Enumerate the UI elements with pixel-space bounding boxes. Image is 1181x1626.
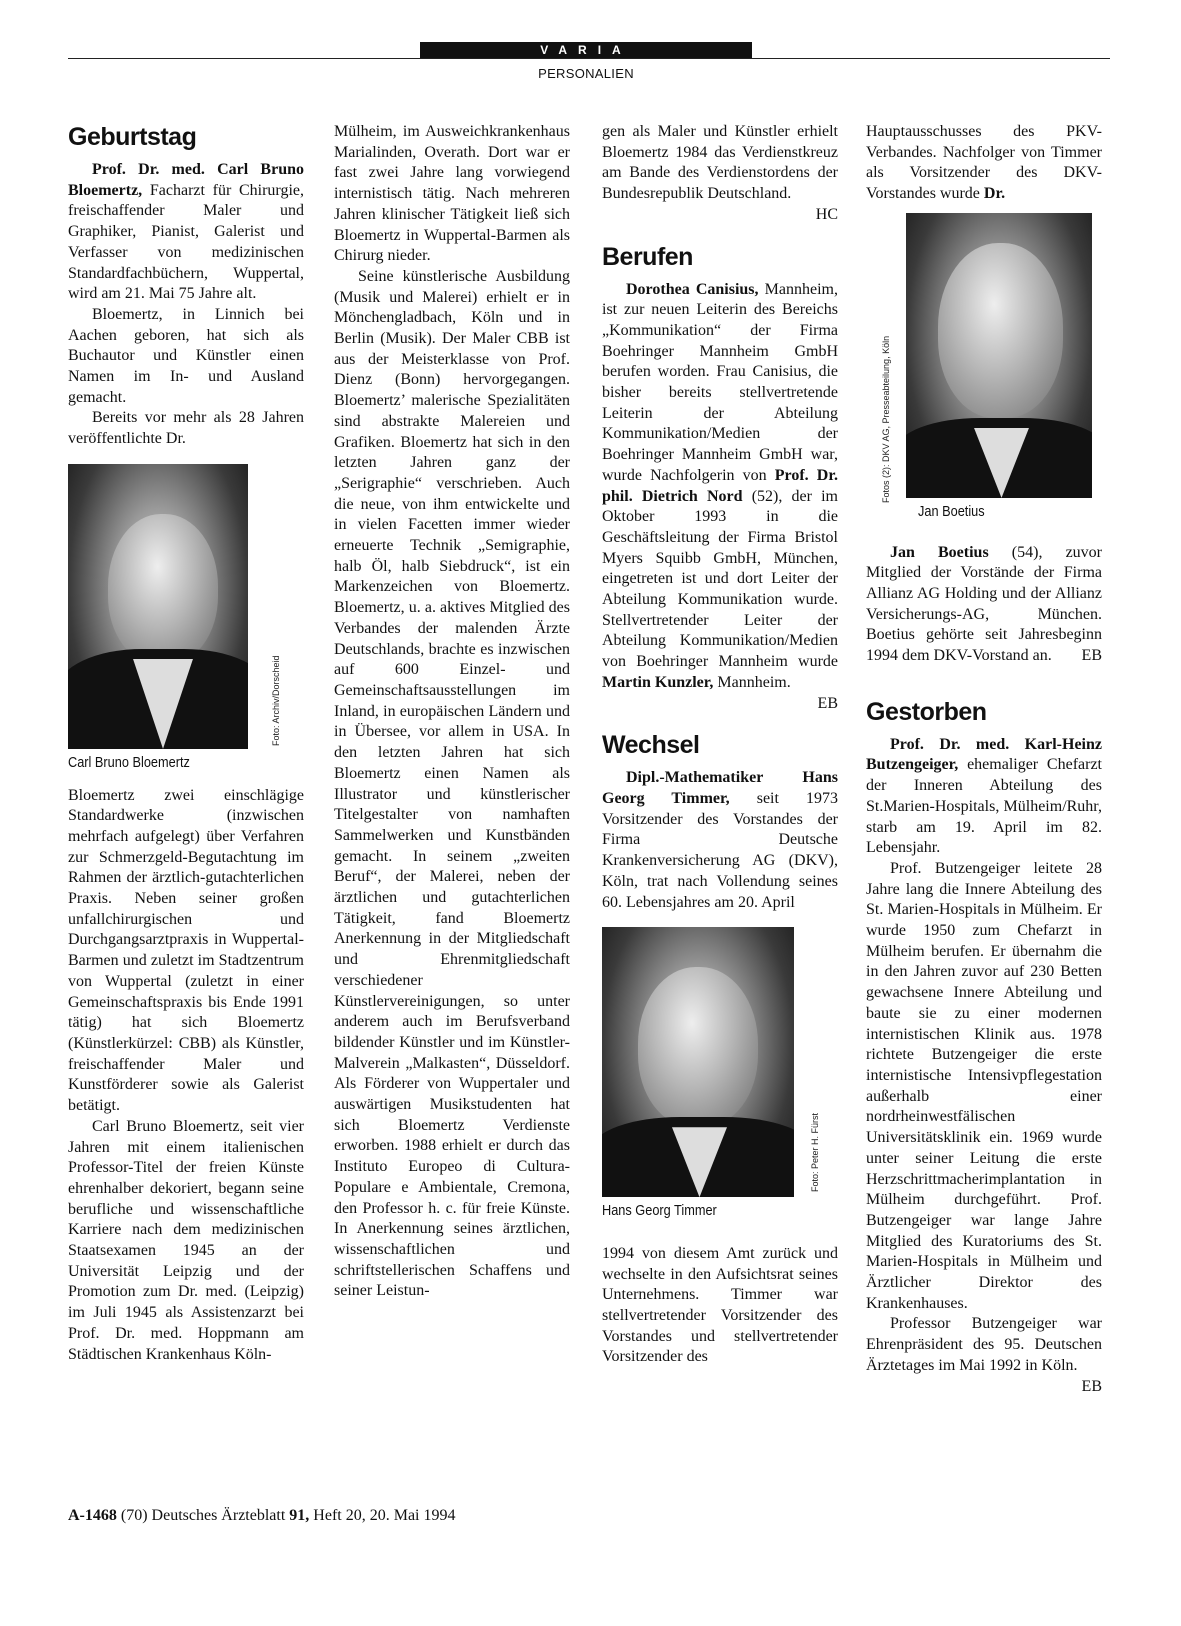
- portrait-photo: [906, 213, 1092, 498]
- paragraph: [866, 543, 1102, 667]
- photo-caption: Hans Georg Timmer: [602, 1202, 717, 1220]
- person-name: Martin Kunzler,: [602, 673, 714, 691]
- paragraph: [68, 160, 304, 305]
- heading-geburtstag: Geburtstag: [68, 123, 197, 151]
- paragraph: [866, 735, 1102, 859]
- author-initials: HC: [815, 205, 838, 223]
- heading-wechsel: Wechsel: [602, 731, 700, 760]
- paragraph: Prof. Butzengeiger leitete 28 Jahre lang die Innere Abteilung des St. Marien-Hospitals in Mülheim. Er wurde 1950 zum Chefarzt in Mülheim berufen. Er übernahm die in den Jahren zuvor auf 230 Betten gewachsene Innere Abteilung und baute sie zu einer modernen internistischen Klinik aus. 1978 richtete Butzengeiger die erste internistische Intensivpflegestation außerhalb einer nordrheinwestfälischen Universitätsklinik ein. 1969 wurde unter seiner Leitung die erste Herzschrittmacherimplantation in Mülheim durchgeführt. Prof. Butzengeiger war lange Jahre Mitglied des Kuratoriums des St. Marien-Hospitals in Mülheim und Ärztlicher Direktor des Krankenhauses.: [866, 859, 1102, 1312]
- paragraph-text: seit 1973 Vorsitzender des Vorstandes der Firma Deutsche Krankenversicherung AG (DKV), Köln, trat nach Vollendung seines 60. Lebensjahres am 20. April: [602, 789, 839, 911]
- column-3: [602, 122, 838, 1368]
- paragraph-text: (54), zuvor Mitglied der Vorstände der Firma Allianz AG Holding und der Allianz Versicherungs-AG, München. Boetius gehörte seit Jahresbeginn 1994 dem DKV-Vorstand an.: [866, 543, 1102, 665]
- paragraph: Mülheim, im Ausweichkrankenhaus Marialinden, Overath. Dort war er fast zwei Jahre lang vorwiegend internistisch tätig. Nach mehreren Jahren klinischer Tätigkeit ließ sich Bloemertz in Wuppertal-Barmen als Chirurg nieder.: [334, 123, 570, 265]
- photo-figure-timmer: [602, 927, 838, 1197]
- paragraph: Bloemertz zwei einschlägige Standardwerke (inzwischen mehrfach aufgelegt) über Verfahren zur Schmerzgeld-Begutachtung im Rahmen der ärztlich-gutachterlichen Praxis. Neben seiner großen unfallchirurgischen und Durchgangsarztpraxis in Wuppertal-Barmen und zuletzt im Stadtzentrum von Wuppertal (zuletzt in einer Gemeinschaftspraxis bis Ende 1991 tätig) hat sich Bloemertz (Künstlerkürzel: CBB) als Künstler, freischaffender Maler und Kunstförderer sowie als Galerist betätigt.: [68, 786, 304, 1115]
- person-name: Prof. Dr. med. Karl-Heinz Butzengeiger,: [866, 735, 1102, 774]
- paragraph-text: (52), der im Oktober 1993 in die Geschäftsleitung der Firma Bristol Myers Squibb GmbH, München, eingetreten ist und dort Leiter der Abteilung Kommunikation wurde. Stellvertretender Leiter der Abteilung Kommunikation/Medien von Boehringer Mannheim wurde: [602, 487, 839, 671]
- paragraph: gen als Maler und Künstler erhielt Bloemertz 1984 das Verdienstkreuz am Bande des Verdienstordens der Bundesrepublik Deutschland.: [602, 123, 838, 203]
- heading-berufen: Berufen: [602, 242, 693, 271]
- portrait-photo: [602, 927, 794, 1197]
- photo-credit: Fotos (2): DKV AG, Presseabteilung, Köln: [881, 335, 891, 503]
- header-rule: [68, 58, 1110, 59]
- paragraph-text: ehemaliger Chefarzt der Inneren Abteilung des St.Marien-Hospitals, Mülheim/Ruhr, starb am 19. April im 82. Lebensjahr.: [866, 756, 1102, 857]
- column-4: [866, 122, 1102, 1397]
- paragraph: Seine künstlerische Ausbildung (Musik und Malerei) erhielt er in Mönchengladbach, Köln und in Berlin (Musik). Der Maler CBB ist aus der Meisterklasse von Prof. Dienz (Bonn) hervorgegangen. Bloemertz’ malerische Spezialitäten sind abstrakte Malereien und Grafiken. Bloemertz hat sich in den letzten Jahren ganz der „Serigraphie“ verschrieben. Auch die neue, von ihm entwickelte und in vielen Facetten immer wieder erneuerte Technik „Semigraphie, halb Öl, halb Siebdruck“, ist ein Markenzeichen von Bloemertz. Bloemertz, u. a. aktives Mitglied des Verbandes der malenden Ärzte Deutschlands, brachte es inzwischen auf 600 Einzel- und Gemeinschaftsausstellungen im Inland, in europäischen Ländern und in Übersee, vor allem in USA. In den letzten Jahren hat sich Bloemertz einen Namen als Illustrator und künstlerischer Titelgestalter von namhaften Sammelwerken und Kunstbänden gemacht. In seinem „zweiten Beruf“, der Malerei, neben der ärztlichen und gutachterlichen Tätigkeit, fand Bloemertz Anerkennung in der Mitgliedschaft und Ehrenmitgliedschaft verschiedener Künstlervereinigungen, so unter anderem auch im Berufsverband bildender Künstler und im Künstler-Malverein „Malkasten“, Düsseldorf. Als Förderer von Wuppertaler und auswärtigen Musikstudenten hat sich Bloemertz Verdienste erworben. 1988 erhielt er durch das Instituto Europeo di Cultura-Populare e Ambientale, Cremona, den Professor h. c. für freie Künste. In Anerkennung seines ärztlichen, wissenschaftlichen und schriftstellerischen Schaffens und seiner Leistun-: [334, 267, 570, 1300]
- paragraph-text: Mannheim, ist zur neuen Leiterin des Bereichs „Kommunikation“ der Firma Boehringer Mannheim GmbH berufen worden. Frau Canisius, die bisher bereits stellvertretende Leiterin der Abteilung Kommunikation/Medien der Boehringer Mannheim GmbH war, wurde Nachfolgerin von: [602, 280, 838, 484]
- person-name: Dipl.-Mathematiker Hans Georg Timmer,: [602, 769, 838, 807]
- subsection-label: PERSONALIEN: [538, 66, 634, 81]
- section-banner: VARIA: [420, 42, 752, 59]
- paragraph-text: Hauptausschusses des PKV-Verbandes. Nachfolger von Timmer als Vorsitzender des DKV-Vorstandes wurde: [866, 123, 1102, 203]
- paragraph-text: Facharzt für Chirurgie, freischaffender Maler und Graphiker, Pianist, Galerist und Verfasser von medizinischen Standardfachbüchern, Wuppertal, wird am 21. Mai 75 Jahre alt.: [68, 181, 304, 303]
- column-1: [68, 122, 304, 1365]
- footer-text: (70) Deutsches Ärzteblatt: [116, 1507, 290, 1524]
- person-name: Dr.: [983, 185, 1006, 203]
- column-2: [334, 122, 570, 1302]
- photo-credit: Foto: Peter H. Fürst: [810, 1113, 820, 1193]
- paragraph-text: Professor Butzengeiger war Ehrenpräsident des 95. Deutschen Ärztetages im Mai 1992 in Köln.: [866, 1315, 1102, 1374]
- footer-text: Heft 20, 20. Mai 1994: [309, 1507, 456, 1524]
- footer-volume: 91,: [289, 1507, 310, 1524]
- paragraph: Carl Bruno Bloemertz, seit vier Jahren mit einem italienischen Professor-Titel der freien Künste ehrenhalber dekoriert, begann seine berufliche und wissenschaftliche Karriere nach dem medizinischen Staatsexamen 1945 an der Universität Leipzig und der Promotion zum Dr. med. (Leipzig) im Juli 1945 als Assistenzarzt bei Prof. Dr. med. Hoppmann am Städtischen Krankenhaus Köln-: [68, 1117, 304, 1363]
- paragraph: [602, 768, 838, 913]
- heading-gestorben: Gestorben: [866, 697, 987, 726]
- person-name: Dorothea Canisius,: [626, 280, 759, 298]
- photo-caption: Jan Boetius: [918, 502, 985, 520]
- paragraph: [866, 1314, 1102, 1395]
- page-number: A-1468: [68, 1507, 117, 1524]
- paragraph-text: Mannheim.: [713, 673, 791, 691]
- photo-credit: Foto: Archiv/Dorscheid: [271, 655, 281, 746]
- photo-figure-bloemertz: [68, 464, 304, 749]
- paragraph: 1994 von diesem Amt zurück und wechselte in den Aufsichtsrat seines Unternehmens. Timmer war stellvertretender Vorsitzender des Vorstandes und stellvertretender Vorsitzender des: [602, 1244, 838, 1366]
- author-initials: EB: [817, 694, 838, 712]
- photo-figure-boetius: [866, 213, 1102, 523]
- person-name: Prof. Dr. phil. Dietrich Nord: [602, 466, 838, 505]
- paragraph: [866, 122, 1102, 205]
- person-name: Jan Boetius: [890, 543, 989, 561]
- author-initials: EB: [1081, 1377, 1102, 1395]
- portrait-photo: [68, 464, 248, 749]
- paragraph: Bloemertz, in Linnich bei Aachen geboren, hat sich als Buchautor und Künstler einen Namen im In- und Ausland gemacht.: [68, 305, 304, 406]
- page-footer: [68, 1507, 455, 1525]
- person-name: Prof. Dr. med. Carl Bruno Bloemertz,: [68, 161, 304, 199]
- paragraph: Bereits vor mehr als 28 Jahren veröffentlichte Dr.: [68, 409, 304, 448]
- paragraph: [602, 280, 838, 694]
- photo-caption: Carl Bruno Bloemertz: [68, 753, 190, 771]
- author-initials: EB: [1081, 647, 1102, 665]
